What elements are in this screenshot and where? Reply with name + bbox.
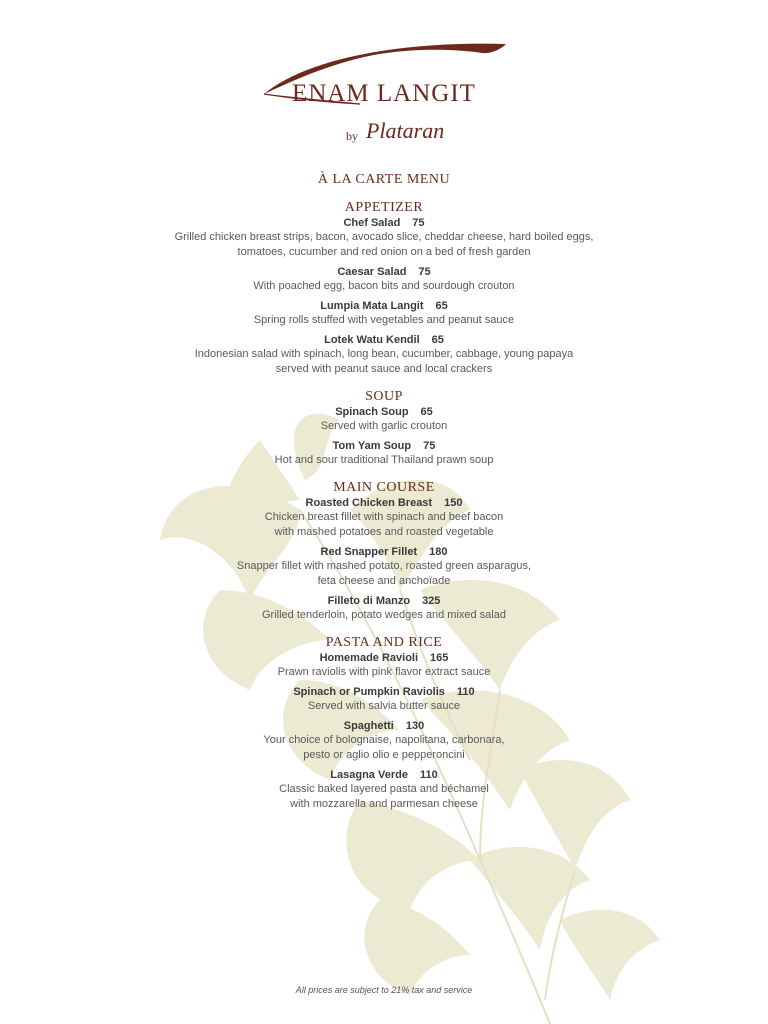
menu-item-price: 165 — [430, 652, 449, 664]
menu-item-description: Classic baked layered pasta and béchamel — [279, 783, 489, 795]
menu-item-price: 65 — [435, 300, 448, 312]
menu-item — [0, 545, 768, 589]
menu-item — [0, 333, 768, 377]
menu-item-description: pesto or aglio olio e pepperoncini — [303, 749, 465, 761]
menu-sections — [0, 200, 768, 812]
menu-item — [0, 265, 768, 294]
menu-item-price: 110 — [419, 769, 438, 781]
menu-item-name: Filleto di Manzo — [327, 595, 411, 607]
menu-item — [0, 496, 768, 540]
menu-item — [0, 685, 768, 714]
menu-item-name: Chef Salad — [343, 217, 401, 229]
menu-item-price: 65 — [420, 406, 433, 418]
menu-item-heading — [0, 768, 768, 782]
menu-item-name: Spinach or Pumpkin Raviolis — [293, 686, 445, 698]
menu-item-name: Spaghetti — [343, 720, 394, 732]
menu-item-description: Your choice of bolognaise, napolitana, carbonara, — [263, 734, 505, 746]
menu-item-description: Chicken breast fillet with spinach and beef bacon — [264, 511, 504, 523]
menu-item-heading — [0, 685, 768, 699]
menu-item-price: 75 — [412, 217, 425, 229]
menu-section — [0, 200, 768, 377]
menu — [0, 172, 768, 824]
menu-item-price: 150 — [444, 497, 463, 509]
menu-item — [0, 216, 768, 260]
menu-item-description: Grilled chicken breast strips, bacon, avocado slice, cheddar cheese, hard boiled eggs, — [174, 231, 594, 243]
menu-item-name: Homemade Ravioli — [319, 652, 419, 664]
menu-section — [0, 480, 768, 623]
section-title: SOUP — [365, 389, 403, 404]
brand-logo — [0, 36, 768, 156]
menu-item-name: Red Snapper Fillet — [320, 546, 418, 558]
brand-name: ENAM LANGIT — [292, 80, 476, 107]
menu-section — [0, 635, 768, 812]
menu-item-price: 325 — [422, 595, 441, 607]
menu-section — [0, 389, 768, 468]
menu-item-description: Spring rolls stuffed with vegetables and peanut sauce — [253, 314, 515, 326]
menu-item-description: Prawn raviolis with pink flavor extract sauce — [277, 666, 491, 678]
brand-by: by — [346, 129, 358, 143]
menu-item-description: Snapper fillet with mashed potato, roasted green asparagus, — [236, 560, 532, 572]
menu-item — [0, 299, 768, 328]
menu-item-description: with mashed potatoes and roasted vegetable — [274, 526, 494, 538]
menu-item — [0, 405, 768, 434]
menu-item-heading — [0, 651, 768, 665]
menu-item-description: served with peanut sauce and local crackers — [275, 363, 493, 375]
menu-item-name: Spinach Soup — [335, 406, 409, 418]
menu-item-price: 75 — [423, 440, 436, 452]
menu-item-price: 110 — [456, 686, 475, 698]
menu-item-description: with mozzarella and parmesan cheese — [290, 798, 478, 810]
brand-subtitle: Plataran — [366, 118, 445, 143]
menu-item-heading — [0, 496, 768, 510]
menu-item-heading — [0, 439, 768, 453]
menu-item-description: Hot and sour traditional Thailand prawn soup — [274, 454, 494, 466]
menu-item-heading — [0, 216, 768, 230]
footer-note: All prices are subject to 21% tax and service — [295, 985, 473, 995]
menu-item-heading — [0, 265, 768, 279]
menu-title: À LA CARTE MENU — [317, 172, 451, 187]
section-title: PASTA AND RICE — [325, 635, 443, 650]
menu-item — [0, 651, 768, 680]
menu-item-heading — [0, 333, 768, 347]
menu-item-price: 130 — [405, 720, 425, 732]
menu-item-price: 65 — [431, 334, 444, 346]
menu-item-name: Lasagna Verde — [330, 769, 408, 781]
section-title: APPETIZER — [344, 200, 424, 215]
menu-item — [0, 594, 768, 623]
menu-item-description: Indonesian salad with spinach, long bean, cucumber, cabbage, young papaya — [194, 348, 574, 360]
menu-item-description: With poached egg, bacon bits and sourdough crouton — [253, 280, 515, 292]
menu-item-name: Roasted Chicken Breast — [305, 497, 433, 509]
menu-item-name: Caesar Salad — [337, 266, 407, 278]
menu-item-price: 180 — [429, 546, 448, 558]
menu-item-heading — [0, 594, 768, 608]
menu-item-name: Lotek Watu Kendil — [324, 334, 420, 346]
menu-item-description: Grilled tenderloin, potato wedges and mixed salad — [262, 609, 506, 621]
menu-item — [0, 719, 768, 763]
menu-item-description: Served with garlic crouton — [320, 420, 448, 432]
menu-item-description: tomatoes, cucumber and red onion on a bed of fresh garden — [237, 246, 531, 258]
menu-item-description: Served with salvia butter sauce — [307, 700, 461, 712]
menu-item-heading — [0, 299, 768, 313]
menu-item-description: feta cheese and anchoïade — [317, 575, 451, 587]
menu-item-heading — [0, 719, 768, 733]
menu-item-name: Tom Yam Soup — [332, 440, 412, 452]
menu-item — [0, 439, 768, 468]
menu-item-heading — [0, 545, 768, 559]
menu-item-heading — [0, 405, 768, 419]
menu-item-price: 75 — [418, 266, 431, 278]
menu-item — [0, 768, 768, 812]
menu-item-name: Lumpia Mata Langit — [320, 300, 424, 312]
section-title: MAIN COURSE — [333, 480, 435, 495]
